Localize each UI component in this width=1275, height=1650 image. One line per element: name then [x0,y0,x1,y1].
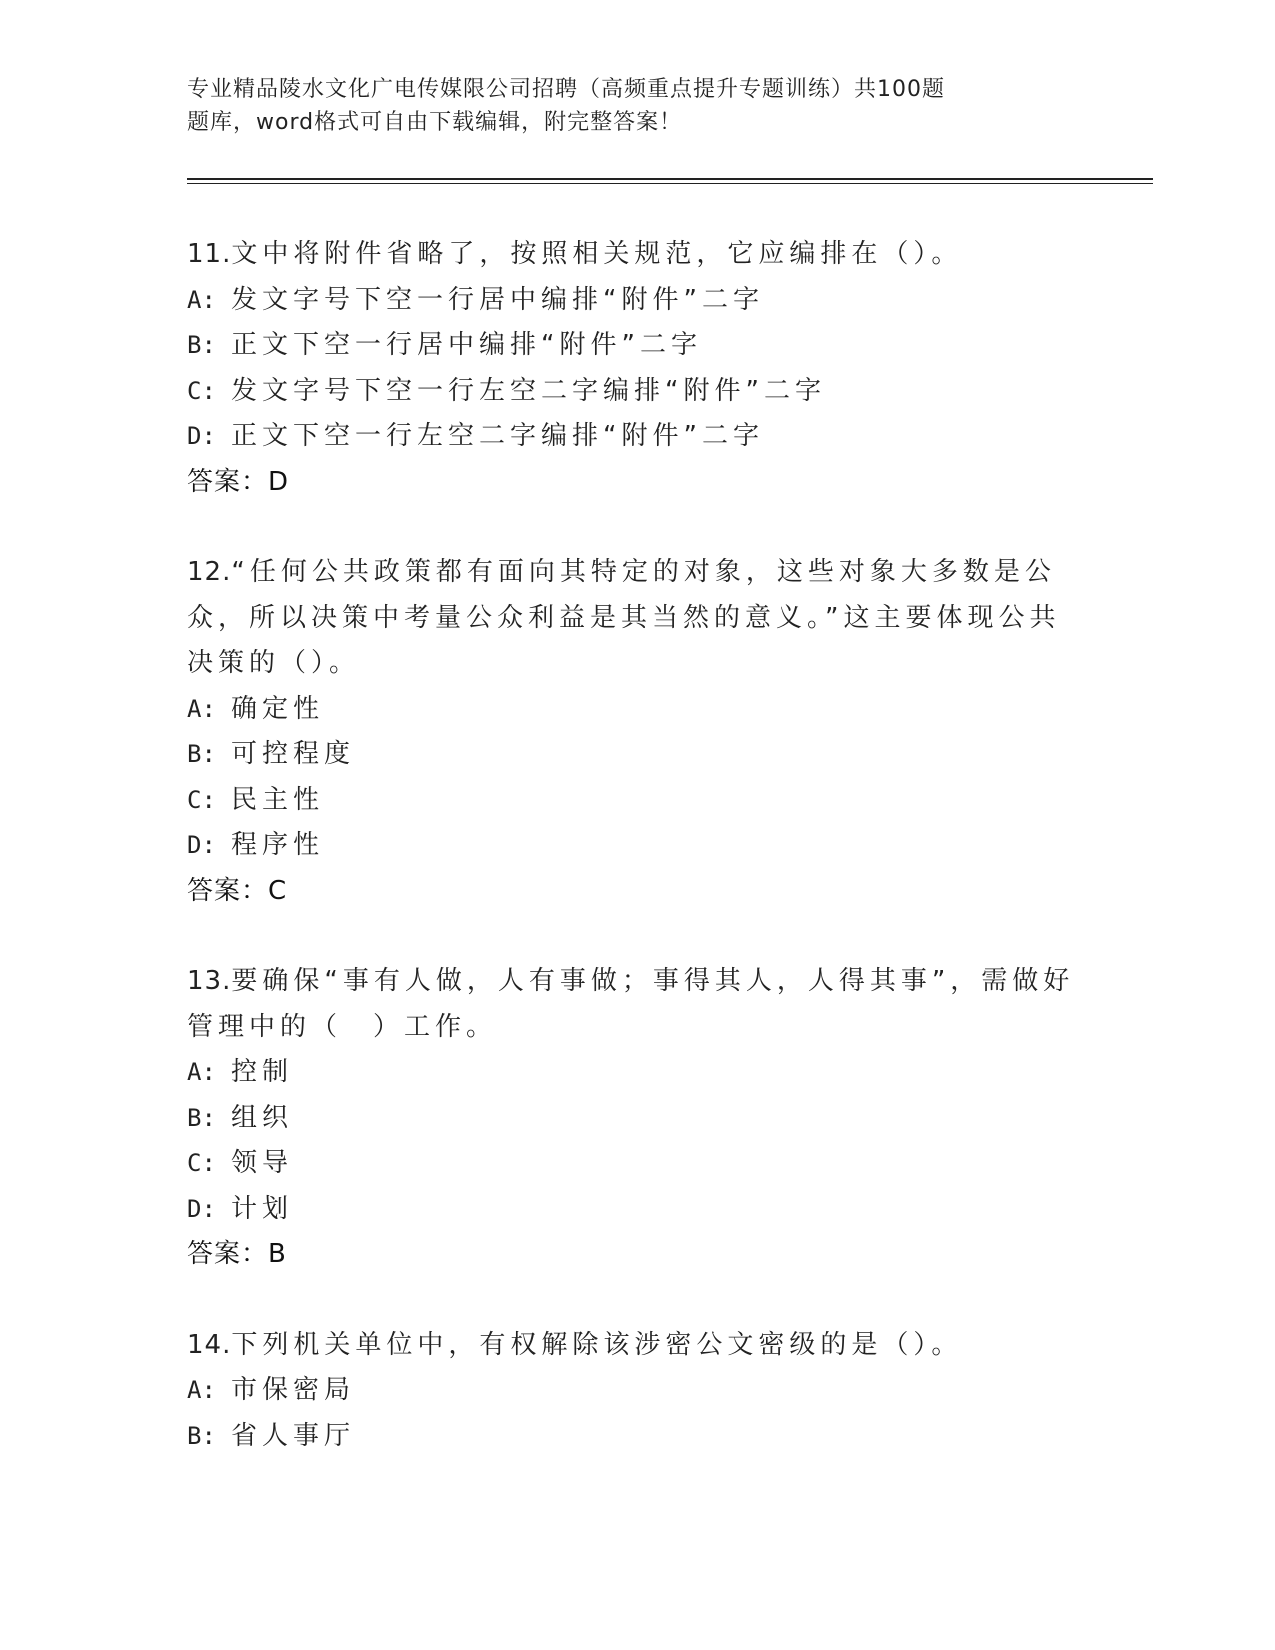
option-text: 正文下空一行左空二字编排“附件”二字 [231,421,764,451]
question-text: 文中将附件省略了，按照相关规范，它应编排在（）。 [231,239,963,269]
answer-label: 答案： [187,875,269,906]
option-d [187,1187,1087,1233]
question-stem [187,959,1087,1050]
question-text: “任何公共政策都有面向其特定的对象，这些对象大多数是公众，所以决策中考量公众利益是其当然的意义。”这主要体现公共决策的（）。 [187,557,1061,678]
answer-value: D [268,466,290,497]
question-stem [187,232,1087,278]
option-key: B: [187,740,216,768]
option-c [187,369,1087,415]
option-a [187,687,1087,733]
question-11 [187,232,1087,505]
question-12 [187,550,1087,914]
question-stem [187,550,1087,687]
option-key: A: [187,285,216,314]
answer-label: 答案： [187,466,269,497]
answer-value: C [268,875,288,906]
option-text: 领导 [231,1148,294,1178]
question-stem [187,1323,1087,1369]
option-key: A: [187,1376,216,1404]
option-key: C: [187,1149,216,1177]
option-c [187,778,1087,824]
option-text: 程序性 [231,830,325,860]
option-text: 组织 [231,1102,294,1133]
option-c [187,1141,1087,1187]
option-key: C: [187,785,216,814]
header-divider-thin [187,183,1153,184]
question-text: 要确保“事有人做，人有事做；事得其人，人得其事”，需做好管理中的（ ）工作。 [187,966,1075,1042]
header-divider-thick [187,178,1153,180]
question-number: 14. [187,1329,232,1360]
option-list [187,278,1087,460]
option-key: B: [187,1103,216,1132]
option-text: 市保密局 [231,1375,356,1405]
option-text: 正文下空一行居中编排“附件”二字 [231,330,702,360]
option-b [187,732,1087,778]
option-list [187,1050,1087,1232]
option-text: 民主性 [231,784,325,815]
option-text: 发文字号下空一行左空二字编排“附件”二字 [231,375,826,406]
option-text: 发文字号下空一行居中编排“附件”二字 [231,284,764,315]
option-text: 可控程度 [231,739,356,769]
option-key: A: [187,694,216,723]
option-key: B: [187,331,216,359]
option-key: D: [187,831,216,859]
document-header [187,73,1017,139]
question-list [187,232,1087,1504]
question-number: 12. [187,557,232,587]
option-text: 确定性 [231,693,325,724]
option-key: B: [187,1421,216,1450]
answer-value: B [268,1239,287,1269]
option-key: D: [187,1194,216,1223]
option-key: A: [187,1058,216,1086]
option-b [187,1414,1087,1460]
option-list [187,687,1087,869]
option-a [187,1050,1087,1096]
answer-label: 答案： [187,1239,269,1269]
option-text: 省人事厅 [231,1420,356,1451]
question-14 [187,1323,1087,1460]
option-d [187,823,1087,869]
question-number: 11. [187,239,232,269]
option-a [187,1368,1087,1414]
question-13 [187,959,1087,1278]
option-key: C: [187,376,216,405]
option-text: 控制 [231,1057,294,1087]
answer-line [187,869,1087,915]
question-number: 13. [187,966,232,996]
option-list [187,1368,1087,1459]
option-key: D: [187,422,216,450]
option-d [187,414,1087,460]
option-a [187,278,1087,324]
option-b [187,1096,1087,1142]
header-title-line-1: 专业精品陵水文化广电传媒限公司招聘（高频重点提升专题训练）共100题 [187,77,945,102]
option-b [187,323,1087,369]
answer-line [187,1232,1087,1278]
answer-line [187,460,1087,506]
question-text: 下列机关单位中，有权解除该涉密公文密级的是（）。 [231,1329,963,1360]
header-title-line-2: 题库，word格式可自由下载编辑，附完整答案！ [187,110,683,135]
option-text: 计划 [231,1193,294,1224]
